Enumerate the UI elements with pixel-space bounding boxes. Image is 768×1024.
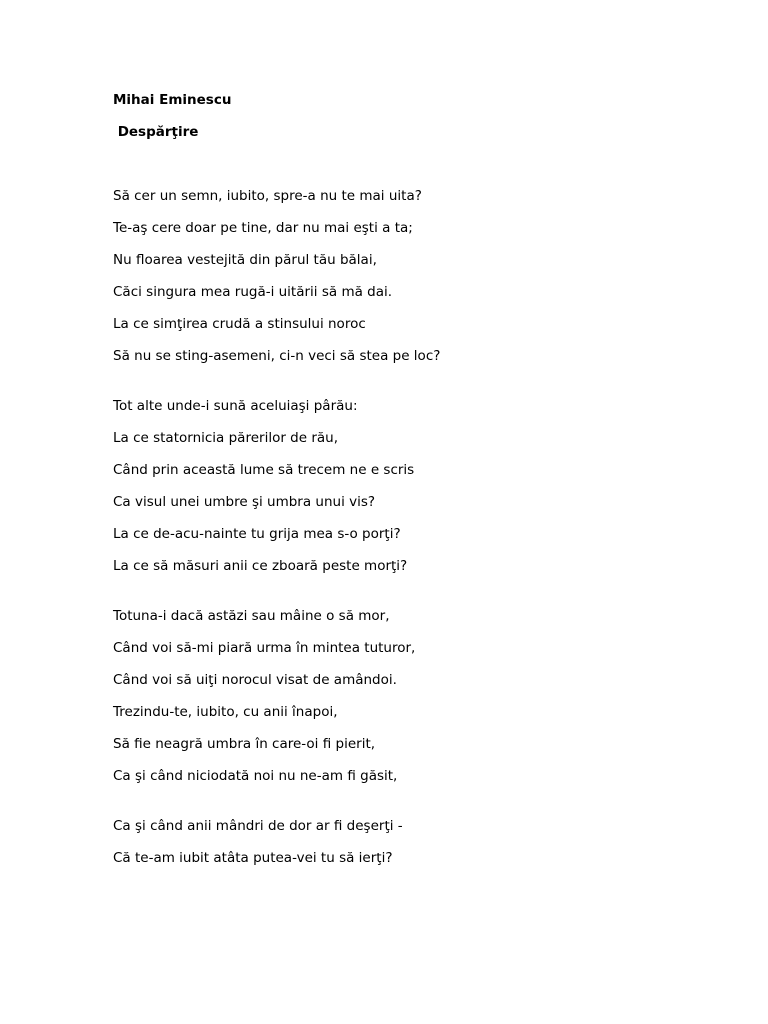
poem-title: Despărţire — [113, 124, 199, 140]
stanza-2 — [113, 397, 733, 575]
poem-line: Totuna-i dacă astăzi sau mâine o să mor, — [113, 608, 390, 624]
poem-line: Că te-am iubit atâta putea-vei tu să ierţi? — [113, 850, 393, 866]
poem-line: Căci singura mea rugă-i uitării să mă dai. — [113, 284, 393, 300]
poem-line: Trezindu-te, iubito, cu anii înapoi, — [113, 704, 338, 720]
stanza-3 — [113, 607, 733, 785]
poem-line: Nu floarea vestejită din părul tău bălai, — [113, 252, 377, 268]
poem-line: Când prin această lume să trecem ne e scris — [113, 462, 415, 478]
poem-line: La ce să măsuri anii ce zboară peste morţi? — [113, 558, 408, 574]
poem-line: Să cer un semn, iubito, spre-a nu te mai uita? — [113, 188, 422, 204]
poem-line: Când voi să-mi piară urma în mintea tuturor, — [113, 640, 416, 656]
stanza-4 — [113, 817, 733, 867]
poem-line: Să nu se sting-asemeni, ci-n veci să stea pe loc? — [113, 348, 441, 364]
poem-line: Tot alte unde-i sună aceluiaşi pârău: — [113, 398, 358, 414]
poem-line: Când voi să uiţi norocul visat de amândoi. — [113, 672, 397, 688]
stanza-1 — [113, 187, 733, 365]
poem-line: Ca şi când anii mândri de dor ar fi deşerţi - — [113, 818, 403, 834]
poem-line: La ce statornicia părerilor de rău, — [113, 430, 339, 446]
poem-line: Să fie neagră umbra în care-oi fi pierit, — [113, 736, 376, 752]
poem-line: Ca visul unei umbre şi umbra unui vis? — [113, 494, 376, 510]
poem-line: Te-aş cere doar pe tine, dar nu mai eşti a ta; — [113, 220, 413, 236]
poem-line: La ce de-acu-nainte tu grija mea s-o porţi? — [113, 526, 401, 542]
poem-line: Ca şi când niciodată noi nu ne-am fi găsit, — [113, 768, 398, 784]
poem-line: La ce simţirea crudă a stinsului noroc — [113, 316, 366, 332]
author-name: Mihai Eminescu — [113, 92, 232, 108]
poem-body — [113, 187, 733, 881]
